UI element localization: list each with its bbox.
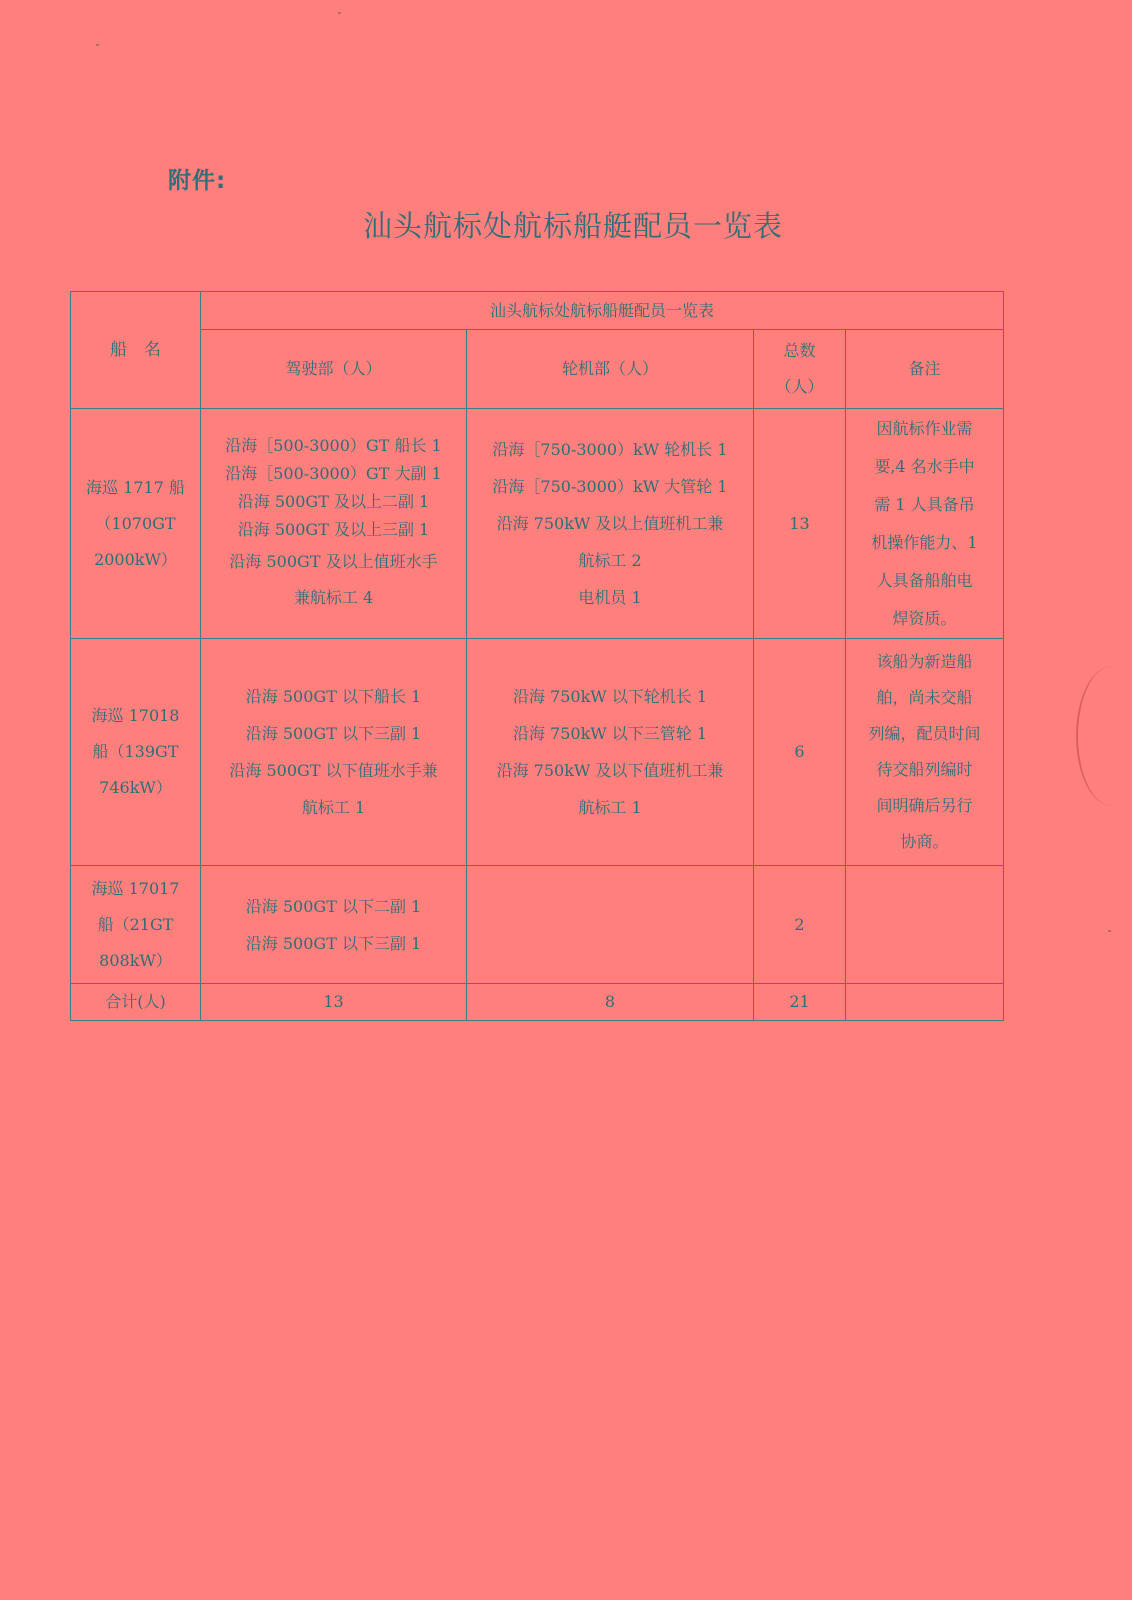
totals-engine: 8 — [467, 984, 754, 1021]
totals-deck: 13 — [201, 984, 467, 1021]
ship-name-cell — [71, 639, 201, 866]
engine-crew-cell — [467, 409, 754, 639]
deck-crew-line: 沿海 500GT 以下三副 1 — [245, 724, 422, 743]
remarks-line: 需 1 人具备吊 — [874, 494, 975, 514]
attachment-label: 附件: — [168, 168, 227, 194]
header-engine: 轮机部（人） — [467, 330, 754, 409]
totals-remarks — [846, 984, 1004, 1021]
table-row — [71, 409, 1004, 639]
remarks-line: 列编，配员时间 — [868, 724, 981, 743]
remarks-line: 协商。 — [900, 832, 949, 851]
total-cell: 6 — [754, 639, 846, 866]
deck-crew-cell — [201, 866, 467, 984]
total-cell: 13 — [754, 409, 846, 639]
header-deck: 驾驶部（人） — [201, 330, 467, 409]
remarks-line: 间明确后另行 — [876, 796, 973, 815]
remarks-line: 要,4 名水手中 — [874, 456, 975, 476]
remarks-cell — [846, 866, 1004, 984]
crew-roster-table — [70, 291, 1004, 1021]
deck-crew-line: 沿海 500GT 以下值班水手兼 — [229, 761, 438, 780]
ship-name-line: 海巡 17018 — [91, 706, 180, 725]
scan-speck — [96, 44, 99, 46]
header-row-2 — [71, 330, 1004, 409]
header-remarks: 备注 — [846, 330, 1004, 409]
engine-crew-line: 沿海 750kW 以下轮机长 1 — [512, 687, 708, 706]
remarks-line: 舶，尚未交船 — [876, 688, 973, 707]
deck-crew-cell — [201, 409, 467, 639]
totals-total: 21 — [754, 984, 846, 1021]
deck-crew-cell — [201, 639, 467, 866]
scan-speck — [338, 12, 341, 14]
header-row-1 — [71, 292, 1004, 330]
remarks-line: 该船为新造船 — [876, 652, 973, 671]
deck-crew-line: 沿海 500GT 及以上三副 1 — [237, 519, 430, 539]
deck-crew-line: 沿海［500-3000）GT 船长 1 — [225, 435, 442, 455]
deck-crew-line: 沿海 500GT 及以上值班水手 — [229, 551, 438, 571]
engine-crew-line: 沿海 750kW 以下三管轮 1 — [512, 724, 708, 743]
deck-crew-line: 沿海 500GT 以下船长 1 — [245, 687, 422, 706]
ship-name-line: 海巡 17017 — [91, 878, 180, 898]
header-total — [754, 330, 846, 409]
header-group-title: 汕头航标处航标船艇配员一览表 — [201, 292, 1004, 330]
ship-name-line: 746kW） — [99, 778, 172, 797]
totals-label: 合计(人) — [71, 984, 201, 1021]
engine-crew-line: 航标工 2 — [578, 551, 642, 570]
deck-crew-line: 沿海 500GT 及以上二副 1 — [237, 491, 430, 511]
remarks-cell — [846, 409, 1004, 639]
ship-name-line: 海巡 1717 船 — [86, 477, 185, 497]
totals-row — [71, 984, 1004, 1021]
engine-crew-line: 航标工 1 — [578, 798, 642, 817]
remarks-cell — [846, 639, 1004, 866]
remarks-line: 机操作能力、1 — [871, 532, 978, 552]
engine-crew-line: 沿海［750-3000）kW 大管轮 1 — [492, 477, 728, 496]
remarks-line: 焊资质。 — [892, 608, 957, 628]
total-cell: 2 — [754, 866, 846, 984]
ship-name-cell — [71, 866, 201, 984]
remarks-line: 因航标作业需 — [876, 418, 973, 438]
engine-crew-line: 沿海 750kW 及以上值班机工兼 — [496, 514, 724, 533]
engine-crew-cell — [467, 639, 754, 866]
ship-name-line: （1070GT — [95, 513, 176, 533]
scan-speck — [1108, 930, 1111, 932]
engine-crew-line: 电机员 1 — [578, 588, 642, 607]
engine-crew-line: 沿海 750kW 及以下值班机工兼 — [496, 761, 724, 780]
seal-stamp-fragment — [1076, 666, 1132, 806]
header-total-line: 总数 — [783, 341, 816, 360]
deck-crew-line: 航标工 1 — [301, 798, 366, 817]
deck-crew-line: 沿海 500GT 以下三副 1 — [245, 933, 422, 953]
header-total-line: （人） — [775, 377, 824, 396]
ship-name-line: 2000kW） — [94, 549, 177, 569]
ship-name-line: 船（139GT — [92, 742, 179, 761]
engine-crew-line: 沿海［750-3000）kW 轮机长 1 — [492, 440, 728, 459]
remarks-line: 待交船列编时 — [876, 760, 973, 779]
deck-crew-line: 沿海 500GT 以下二副 1 — [245, 896, 422, 916]
remarks-line: 人具备船舶电 — [876, 570, 973, 590]
table-row — [71, 866, 1004, 984]
ship-name-cell — [71, 409, 201, 639]
ship-name-line: 船（21GT — [97, 914, 174, 934]
header-ship-name: 船 名 — [71, 292, 201, 409]
ship-name-line: 808kW） — [99, 950, 172, 970]
deck-crew-line: 沿海［500-3000）GT 大副 1 — [225, 463, 442, 483]
document-title: 汕头航标处航标船艇配员一览表 — [362, 209, 783, 243]
deck-crew-line: 兼航标工 4 — [293, 587, 374, 607]
engine-crew-cell — [467, 866, 754, 984]
table-row — [71, 639, 1004, 866]
